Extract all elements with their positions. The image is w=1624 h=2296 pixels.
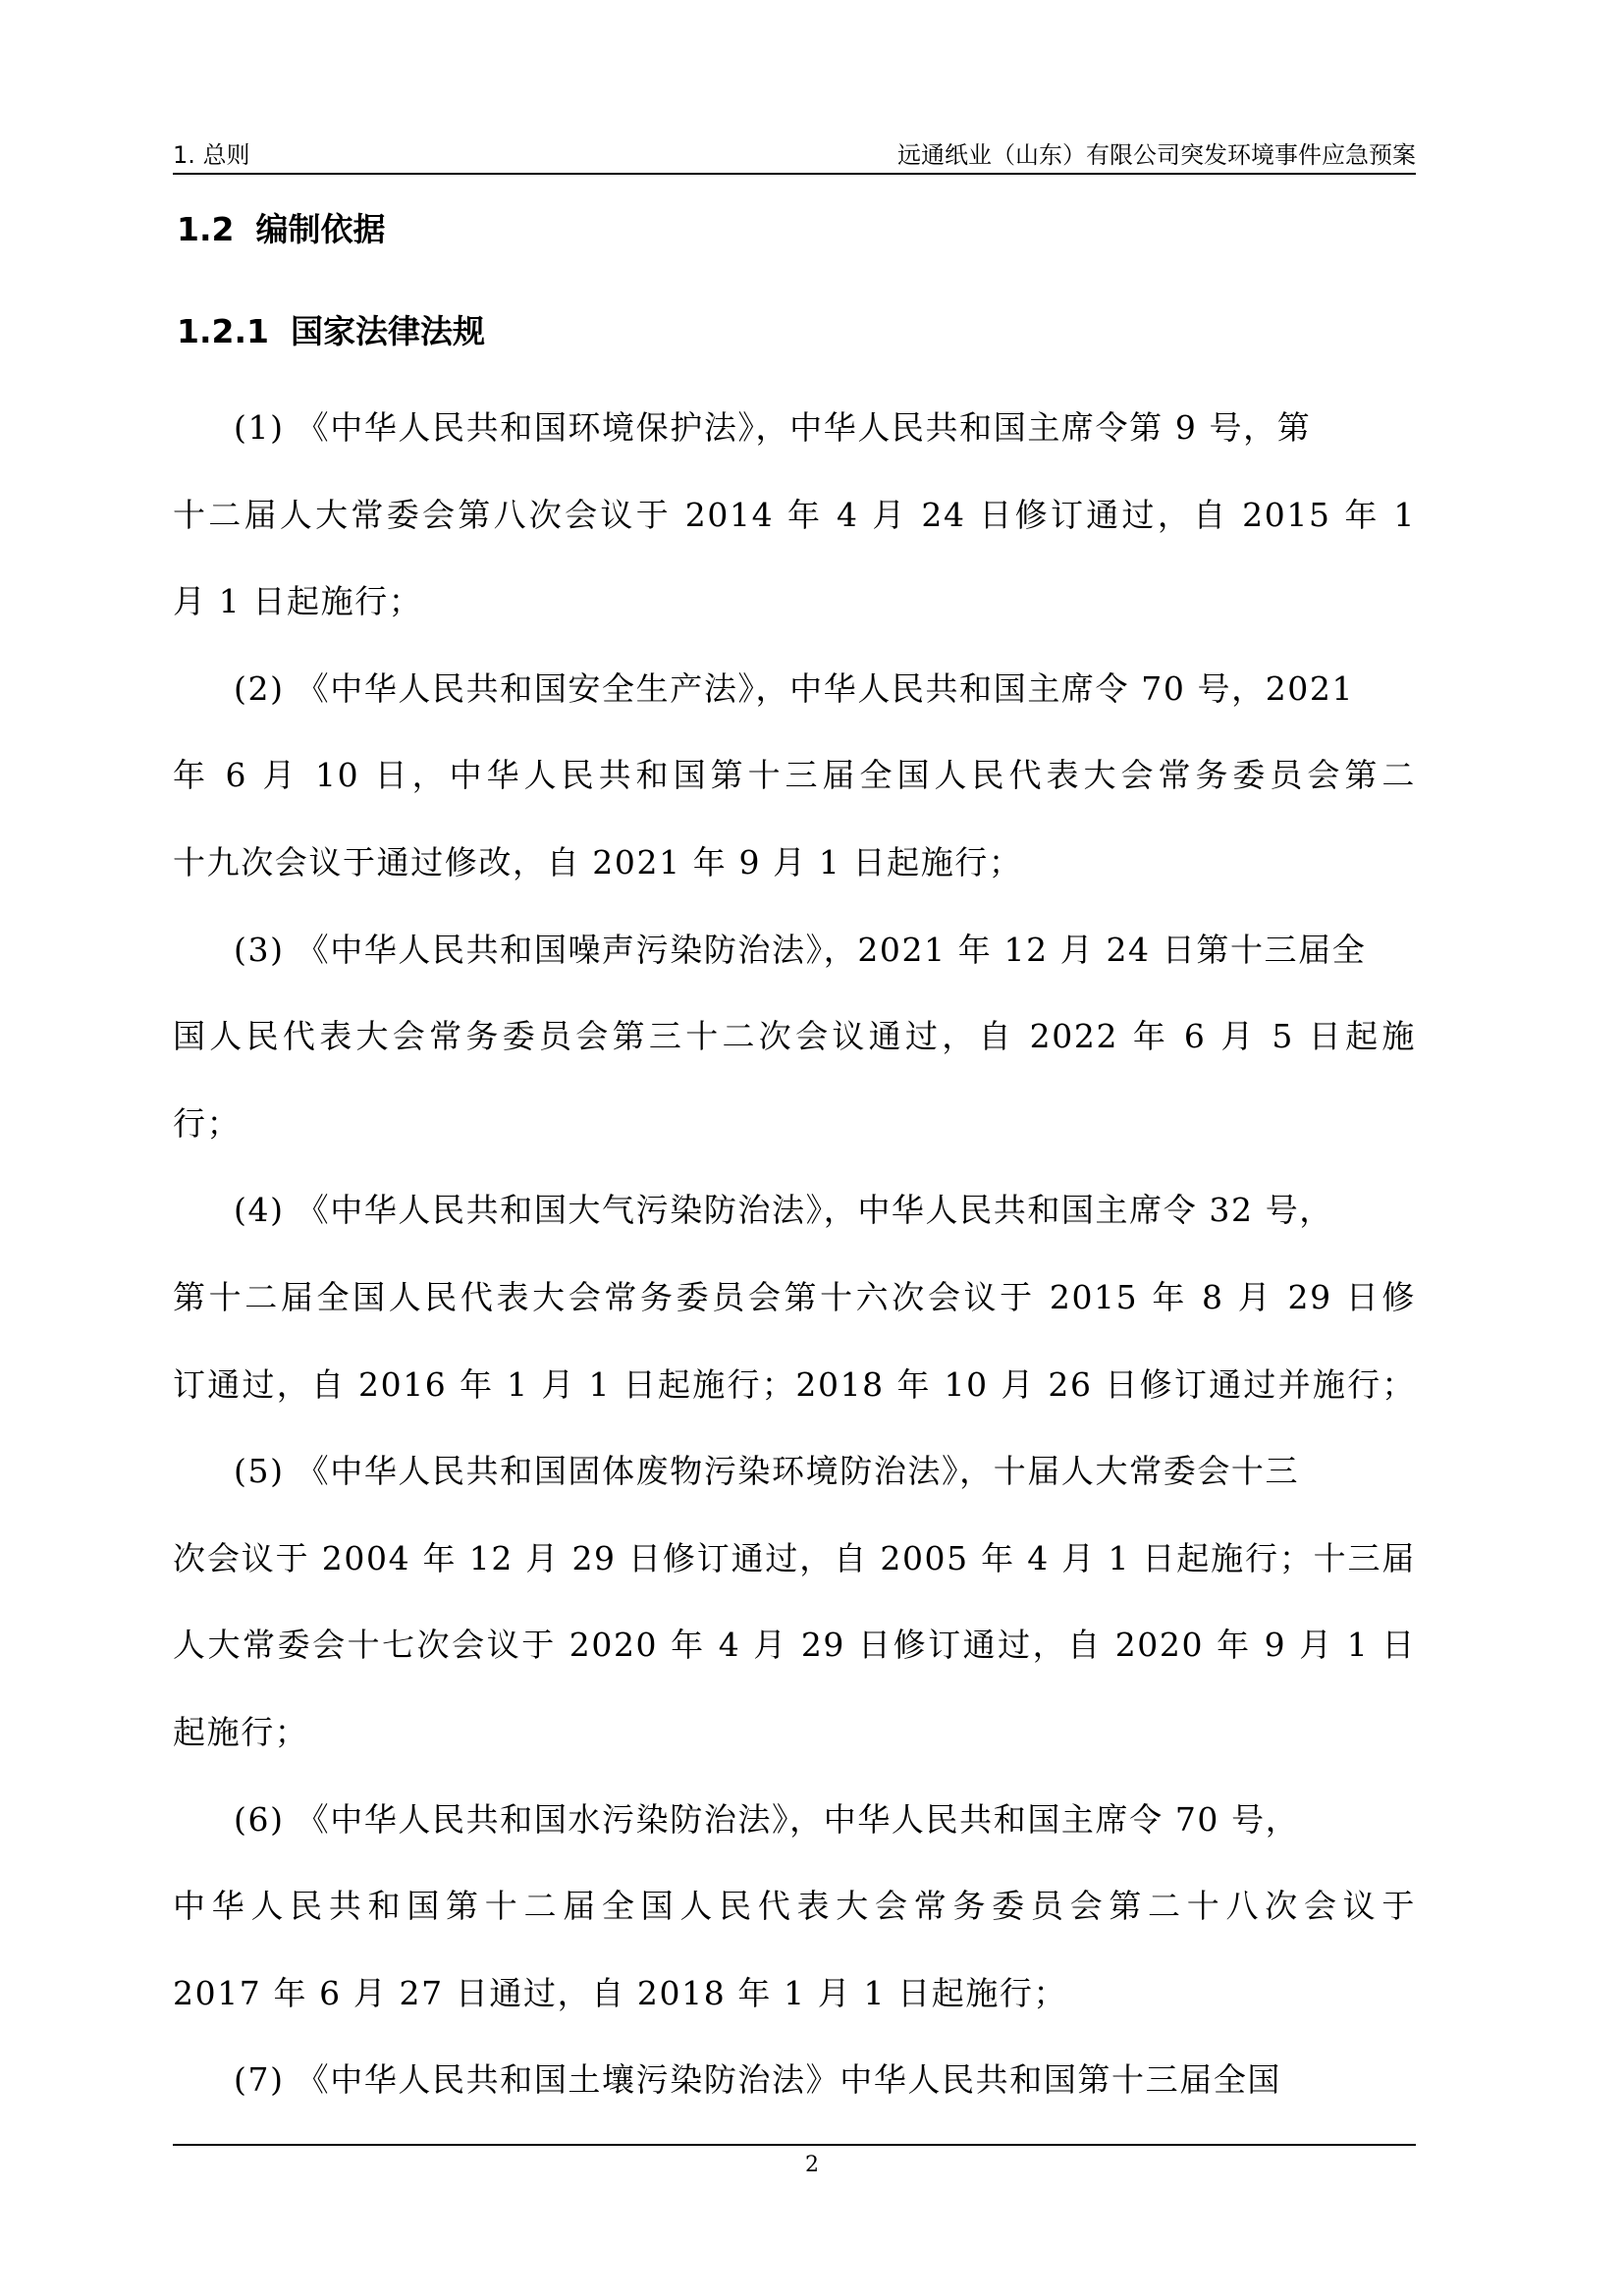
section-title: 编制依据: [255, 210, 386, 248]
text-line: (6) 《中华人民共和国水污染防治法》，中华人民共和国主席令 70 号，: [234, 1799, 1300, 1839]
text-line: 十九次会议于通过修改，自 2021 年 9 月 1 日起施行；: [173, 842, 1023, 881]
subsection-title: 国家法律法规: [290, 312, 485, 350]
text-line: (5) 《中华人民共和国固体废物污染环境防治法》，十届人大常委会十三: [234, 1452, 1300, 1491]
text-line: 国人民代表大会常务委员会第三十二次会议通过，自 2022 年 6 月 5 日起施: [173, 1017, 1416, 1056]
text-line: 月 1 日起施行；: [173, 582, 423, 621]
footer-rule: [173, 2144, 1416, 2146]
header-document-title: 远通纸业（山东）有限公司突发环境事件应急预案: [897, 141, 1416, 169]
text-line: 第十二届全国人民代表大会常务委员会第十六次会议于 2015 年 8 月 29 日修: [173, 1277, 1416, 1316]
text-line: 次会议于 2004 年 12 月 29 日修订通过，自 2005 年 4 月 1 日起施行；十三届: [173, 1538, 1416, 1577]
body-text: [173, 391, 1416, 2130]
text-line: 中华人民共和国第十二届全国人民代表大会常务委员会第二十八次会议于: [173, 1887, 1416, 1926]
text-line: 十二届人大常委会第八次会议于 2014 年 4 月 24 日修订通过，自 2015 年 1: [173, 495, 1416, 534]
text-line: (7) 《中华人民共和国土壤污染防治法》中华人民共和国第十三届全国: [234, 2060, 1282, 2100]
section-number: 1.2: [177, 210, 235, 248]
page-number: 2: [805, 2153, 819, 2177]
text-line: 起施行；: [173, 1712, 309, 1751]
text-line: (1) 《中华人民共和国环境保护法》，中华人民共和国主席令第 9 号，第: [234, 408, 1312, 447]
text-line: 订通过，自 2016 年 1 月 1 日起施行；2018 年 10 月 26 日修订通过并施行；: [173, 1364, 1416, 1404]
text-line: (3) 《中华人民共和国噪声污染防治法》，2021 年 12 月 24 日第十三届全: [234, 930, 1367, 969]
subsection-heading-1-2-1: [177, 306, 485, 357]
subsection-number: 1.2.1: [177, 312, 269, 350]
page-header: [173, 137, 1416, 173]
header-section: 1. 总则: [173, 141, 250, 169]
text-line: 人大常委会十七次会议于 2020 年 4 月 29 日修订通过，自 2020 年 9 月 1 日: [173, 1626, 1416, 1665]
section-heading-1-2: [177, 204, 385, 255]
text-line: (2) 《中华人民共和国安全生产法》，中华人民共和国主席令 70 号，2021: [234, 668, 1355, 708]
header-rule: [173, 173, 1416, 175]
text-line: 行；: [173, 1103, 242, 1143]
text-line: (4) 《中华人民共和国大气污染防治法》，中华人民共和国主席令 32 号，: [234, 1191, 1333, 1230]
text-line: 年 6 月 10 日，中华人民共和国第十三届全国人民代表大会常务委员会第二: [173, 756, 1416, 795]
text-line: 2017 年 6 月 27 日通过，自 2018 年 1 月 1 日起施行；: [173, 1973, 1068, 2012]
